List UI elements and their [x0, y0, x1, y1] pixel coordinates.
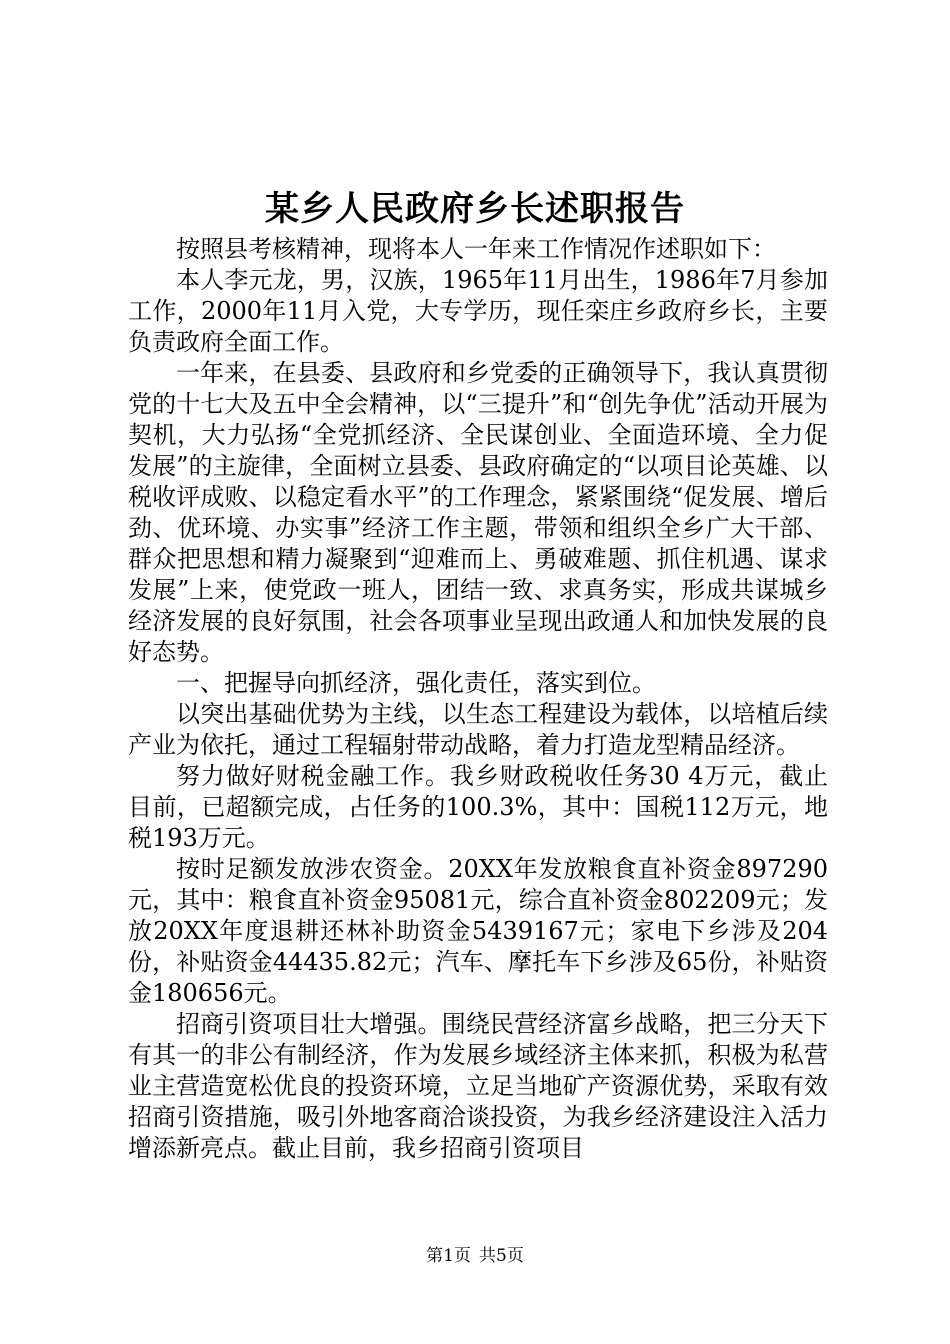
paragraph-investment: 招商引资项目壮大增强。围绕民营经济富乡战略，把三分天下有其一的非公有制经济，作为发展乡域经济主体来抓，积极为私营业主营造宽松优良的投资环境，立足当地矿产资源优势，采取有效招商引资措施，吸引外地客商洽谈投资，为我乡经济建设注入活力增添新亮点。截止目前，我乡招商引资项目 [128, 1010, 828, 1162]
paragraph-overview: 一年来，在县委、县政府和乡党委的正确领导下，我认真贯彻党的十七大及五中全会精神，以“三提升”和“创先争优”活动开展为契机，大力弘扬“全党抓经济、全民谋创业、全面造环境、全力促发展”的主旋律，全面树立县委、县政府确定的“以项目论英雄、以税收评成败、以稳定看水平”的工作理念，紧紧围绕“促发展、增后劲、优环境、办实事”经济工作主题，带领和组织全乡广大干部、群众把思想和精力凝聚到“迎难而上、勇破难题、抓住机遇、谋求发展”上来，使党政一班人，团结一致、求真务实，形成共谋城乡经济发展的良好氛围，社会各项事业呈现出政通人和加快发展的良好态势。 [128, 359, 828, 666]
page-title: 某乡人民政府乡长述职报告 [265, 189, 685, 229]
document-body [128, 234, 828, 1164]
paragraph-personal-info: 本人李元龙，男，汉族，1965年11月出生，1986年7月参加工作，2000年11月入党，大专学历，现任栾庄乡政府乡长，主要负责政府全面工作。 [128, 266, 828, 356]
paragraph-intro: 按照县考核精神，现将本人一年来工作情况作述职如下： [176, 235, 776, 263]
page-footer [0, 1245, 950, 1267]
paragraph-finance: 努力做好财税金融工作。我乡财政税收任务30 4万元，截止目前，已超额完成，占任务的100.3%，其中：国税112万元，地税193万元。 [128, 762, 828, 852]
page-total: 共5页 [479, 1246, 524, 1266]
paragraph-strategy: 以突出基础优势为主线，以生态工程建设为载体，以培植后续产业为依托，通过工程辐射带动战略，着力打造龙型精品经济。 [128, 700, 828, 759]
page-number: 第1页 [426, 1246, 471, 1266]
paragraph-subsidies: 按时足额发放涉农资金。20XX年发放粮食直补资金897290元，其中：粮食直补资金95081元，综合直补资金802209元；发放20XX年度退耕还林补助资金5439167元；家电下乡涉及204份，补贴资金44435.82元；汽车、摩托车下乡涉及65份，补贴资金180656元。 [128, 855, 828, 1007]
section-heading-1: 一、把握导向抓经济，强化责任，落实到位。 [176, 669, 656, 697]
